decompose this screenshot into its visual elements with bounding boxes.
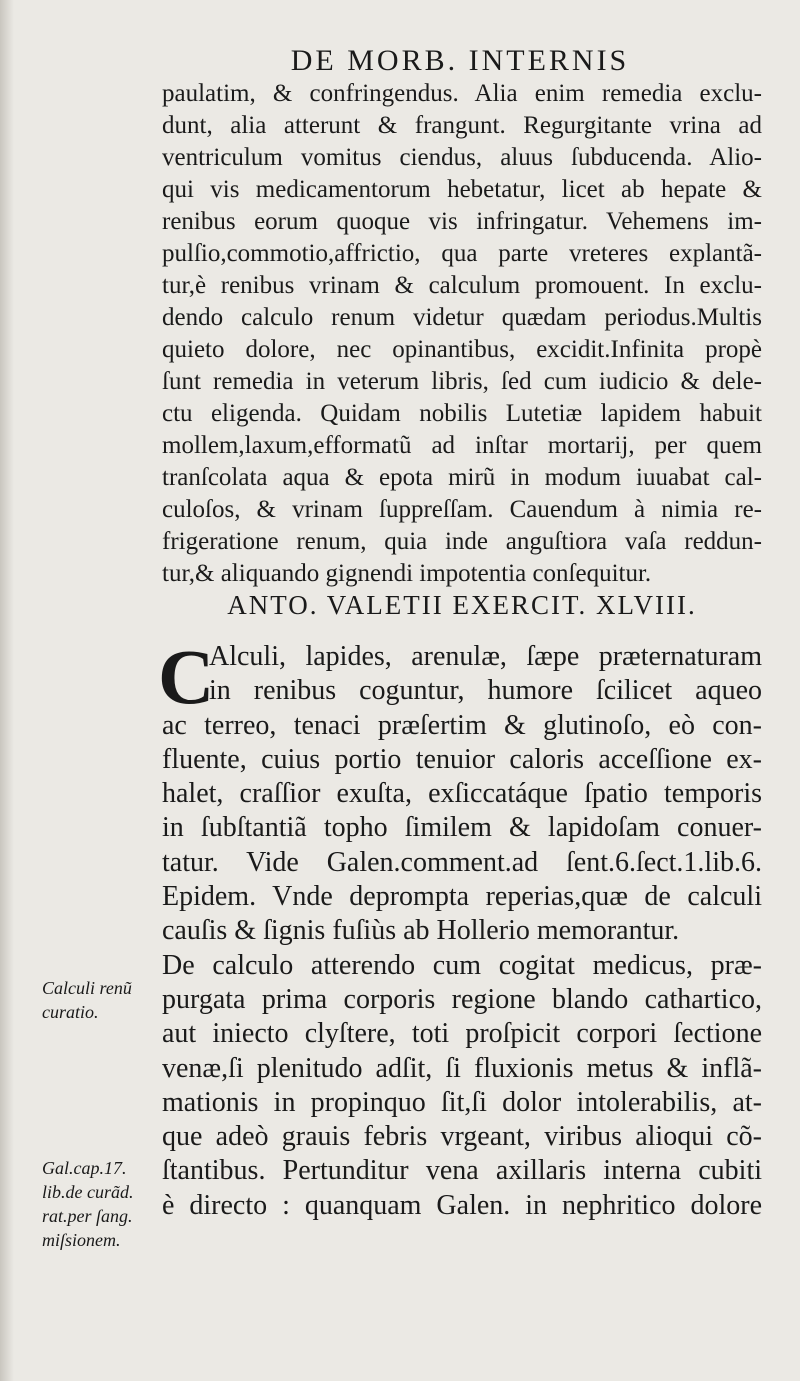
text-line: mationis in propinquo ſit,ſi dolor intolerabilis, at- [162,1086,762,1118]
margin-note-line: miſsionem. [42,1230,121,1250]
text-line: Epidem. Vnde deprompta reperias,quæ de calculi [162,881,762,913]
upper-text-block [162,78,762,590]
drop-cap: C [158,633,215,720]
text-line: mollem,laxum,efformatũ ad inſtar mortarij, per quem [162,432,762,459]
section-title: ANTO. VALETII EXERCIT. XLVIII. [227,590,697,620]
text-line: De calculo atterendo cum cogitat medicus, præ- [162,949,762,981]
text-line: paulatim, & confringendus. Alia enim remedia exclu- [162,80,762,107]
margin-note-line: lib.de curãd. [42,1182,134,1202]
text-line: Alculi, lapides, arenulæ, ſæpe præternaturam [209,641,762,672]
text-line: pulſio,commotio,affrictio, qua parte vreteres explantã- [162,240,762,267]
text-line: ac terreo, tenaci præſertim & glutinoſo, eò con- [162,709,762,741]
text-line: que adeò grauis febris vrgeant, viribus alioqui cõ- [162,1121,762,1153]
text-line: halet, craſſior exuſta, exſiccatáque ſpatio temporis [162,778,762,810]
text-line: in renibus coguntur, humore ſcilicet aqueo [209,675,762,707]
margin-note-line: rat.per ſang. [42,1206,133,1226]
margin-note-galen [42,1156,160,1252]
running-header: DE MORB. INTERNIS [290,44,630,77]
text-line: ſunt remedia in veterum libris, ſed cum iudicio & dele- [162,368,762,395]
text-line: dunt, alia atterunt & frangunt. Regurgitante vrina ad [162,112,762,139]
text-line: renibus eorum quoque vis infringatur. Vehemens im- [162,208,762,235]
lower-text-block [158,633,762,1223]
text-line: venæ,ſi plenitudo adſit, ſi fluxionis metus & inflã- [162,1052,762,1084]
margin-note-calculi [42,976,160,1024]
text-line: in ſubſtantiã topho ſimilem & lapidoſam conuer- [162,812,762,844]
text-line: fluente, cuius portio tenuior caloris acceſſione ex- [162,743,762,775]
margin-note-line: Calculi renũ [42,978,132,998]
text-line: aut iniecto clyſtere, toti proſpicit corpori ſectione [162,1018,762,1050]
text-line: cauſis & ſignis fuſiùs ab Hollerio memorantur. [162,915,680,947]
text-line: tur,è renibus vrinam & calculum promouent. In exclu- [162,272,762,299]
text-line: ſtantibus. Pertunditur vena axillaris interna cubiti [162,1155,762,1187]
text-line: quieto dolore, nec opinantibus, excidit.Infinita propè [162,336,762,363]
text-line: ventriculum vomitus ciendus, aluus ſubducenda. Alio- [162,144,762,171]
text-line: frigeratione renum, quia inde anguſtiora vaſa reddun- [162,528,762,555]
text-line: è directo : quanquam Galen. in nephritico dolore [162,1189,762,1221]
text-line: culoſos, & vrinam ſuppreſſam. Cauendum à nimia re- [162,496,762,523]
text-line: tranſcolata aqua & epota mirũ in modum iuuabat cal- [162,464,762,491]
text-line: qui vis medicamentorum hebetatur, licet ab hepate & [162,176,762,203]
text-line: tatur. Vide Galen.comment.ad ſent.6.ſect.1.lib.6. [162,846,762,878]
text-line: tur,& aliquando gignendi impotentia conſequitur. [162,560,652,587]
margin-note-line: Gal.cap.17. [42,1158,127,1178]
margin-note-line: curatio. [42,1002,99,1022]
text-line: dendo calculo renum videtur quædam periodus.Multis [162,304,762,331]
text-line: purgata prima corporis regione blando cathartico, [162,983,762,1015]
text-line: ctu eligenda. Quidam nobilis Lutetiæ lapidem habuit [162,400,762,427]
